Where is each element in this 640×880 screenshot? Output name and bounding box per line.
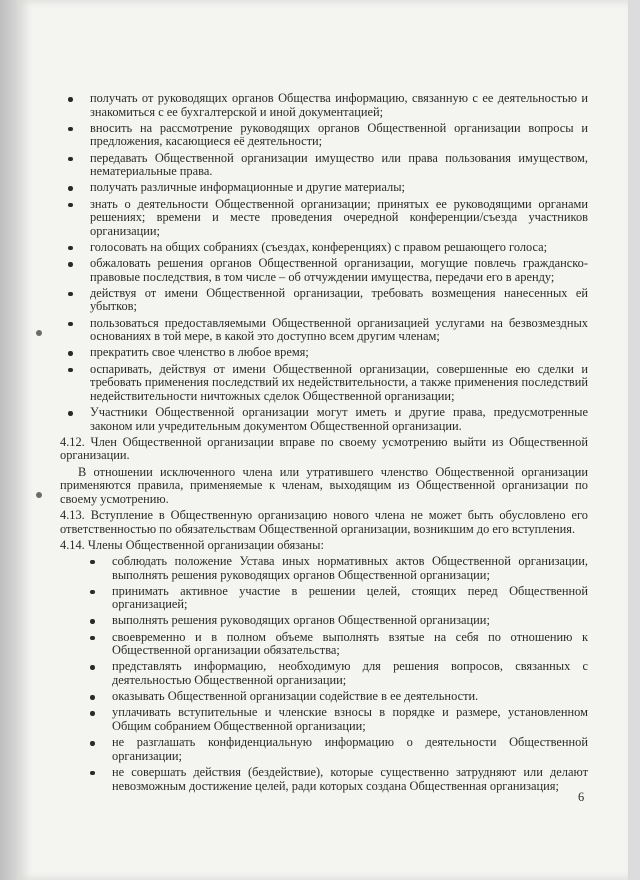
list-item: соблюдать положение Устава иных нормативных актов Общественной организации, выполнять решения руководящих органов Общественной организации; (82, 555, 588, 582)
bullet-icon (90, 619, 95, 624)
list-item: знать о деятельности Общественной организации; принятых ее руководящими органами решениях; времени и месте проведения очередной конференции/съезда участников организации; (60, 198, 588, 239)
bullet-icon (68, 368, 73, 373)
bullet-icon (68, 157, 73, 162)
bullet-icon (68, 97, 73, 102)
clause-4-14: 4.14. Члены Общественной организации обязаны: (60, 537, 324, 552)
bullet-icon (68, 322, 73, 327)
list-item: получать от руководящих органов Общества информацию, связанную с ее деятельностью и знакомиться с ее бухгалтерской и иной документацией; (60, 92, 588, 119)
bullet-icon (90, 741, 95, 746)
bullet-icon (90, 695, 95, 700)
bullet-icon (90, 665, 95, 670)
page-number: 6 (578, 790, 585, 804)
list-item: своевременно и в полном объеме выполнять взятые на себя по отношению к Общественной организации обязательства; (82, 631, 588, 658)
list-item: представлять информацию, необходимую для решения вопросов, связанных с деятельностью Общественной организации; (82, 660, 588, 687)
bullet-icon (90, 636, 95, 641)
member-rights-list (60, 92, 588, 433)
list-item: обжаловать решения органов Общественной организации, могущие повлечь гражданско-правовые последствия, в том числе – об отчуждении имущества, передачи его в аренду; (60, 257, 588, 284)
list-item: голосовать на общих собраниях (съездах, конференциях) с правом решающего голоса; (60, 241, 588, 255)
list-item: выполнять решения руководящих органов Общественной организации; (82, 614, 588, 628)
bullet-icon (68, 351, 73, 356)
bullet-icon (68, 186, 73, 191)
clause-4-12-paragraph: В отношении исключенного члена или утратившего членство Общественной организации применяются правила, применяемые к членам, выходящим из Общественной организации по своему усмотрению. (60, 464, 588, 506)
list-item: Участники Общественной организации могут иметь и другие права, предусмотренные законом или учредительным документом Общественной организации. (60, 406, 588, 433)
bullet-icon (68, 246, 73, 251)
bullet-icon (68, 127, 73, 132)
list-item: принимать активное участие в решении целей, стоящих перед Общественной организацией; (82, 585, 588, 612)
list-item: передавать Общественной организации имущество или права пользования имуществом, нематериальные права. (60, 152, 588, 179)
bullet-icon (90, 560, 95, 565)
document-body (60, 92, 588, 796)
list-item: оказывать Общественной организации содействие в ее деятельности. (82, 690, 588, 704)
list-item: прекратить свое членство в любое время; (60, 346, 588, 360)
list-item: действуя от имени Общественной организации, требовать возмещения нанесенных ей убытков; (60, 287, 588, 314)
list-item: не разглашать конфиденциальную информацию о деятельности Общественной организации; (82, 736, 588, 763)
list-item: оспаривать, действуя от имени Общественной организации, совершенные ею сделки и требовать применения последствий их недействительности, а также применения последствий недействительности ничтожных сделок Общественной организации; (60, 363, 588, 404)
bullet-icon (90, 711, 95, 716)
list-item: вносить на рассмотрение руководящих органов Общественной организации вопросы и предложения, касающиеся её деятельности; (60, 122, 588, 149)
list-item: пользоваться предоставляемыми Общественной организацией услугами на безвозмездных основаниях в той мере, в какой это доступно всем другим членам; (60, 317, 588, 344)
list-item: не совершать действия (бездействие), которые существенно затрудняют или делают невозможным достижение целей, ради которых создана Общественная организация; (82, 766, 588, 793)
punch-hole (36, 330, 42, 336)
binding-edge (0, 0, 18, 880)
member-duties-list (60, 555, 588, 793)
bullet-icon (90, 771, 95, 776)
list-item: уплачивать вступительные и членские взносы в порядке и размере, установленном Общим собранием Общественной организации; (82, 706, 588, 733)
bullet-icon (68, 292, 73, 297)
bullet-icon (68, 411, 73, 416)
list-item: получать различные информационные и другие материалы; (60, 181, 588, 195)
bullet-icon (90, 590, 95, 595)
bullet-icon (68, 203, 73, 208)
punch-hole (36, 492, 42, 498)
bullet-icon (68, 262, 73, 267)
clause-4-12: 4.12. Член Общественной организации вправе по своему усмотрению выйти из Общественной организации. (60, 434, 588, 463)
clause-4-13: 4.13. Вступление в Общественную организацию нового члена не может быть обусловлено его ответственностью по обязательствам Общественной организации, возникшим до его вступления. (60, 507, 588, 536)
